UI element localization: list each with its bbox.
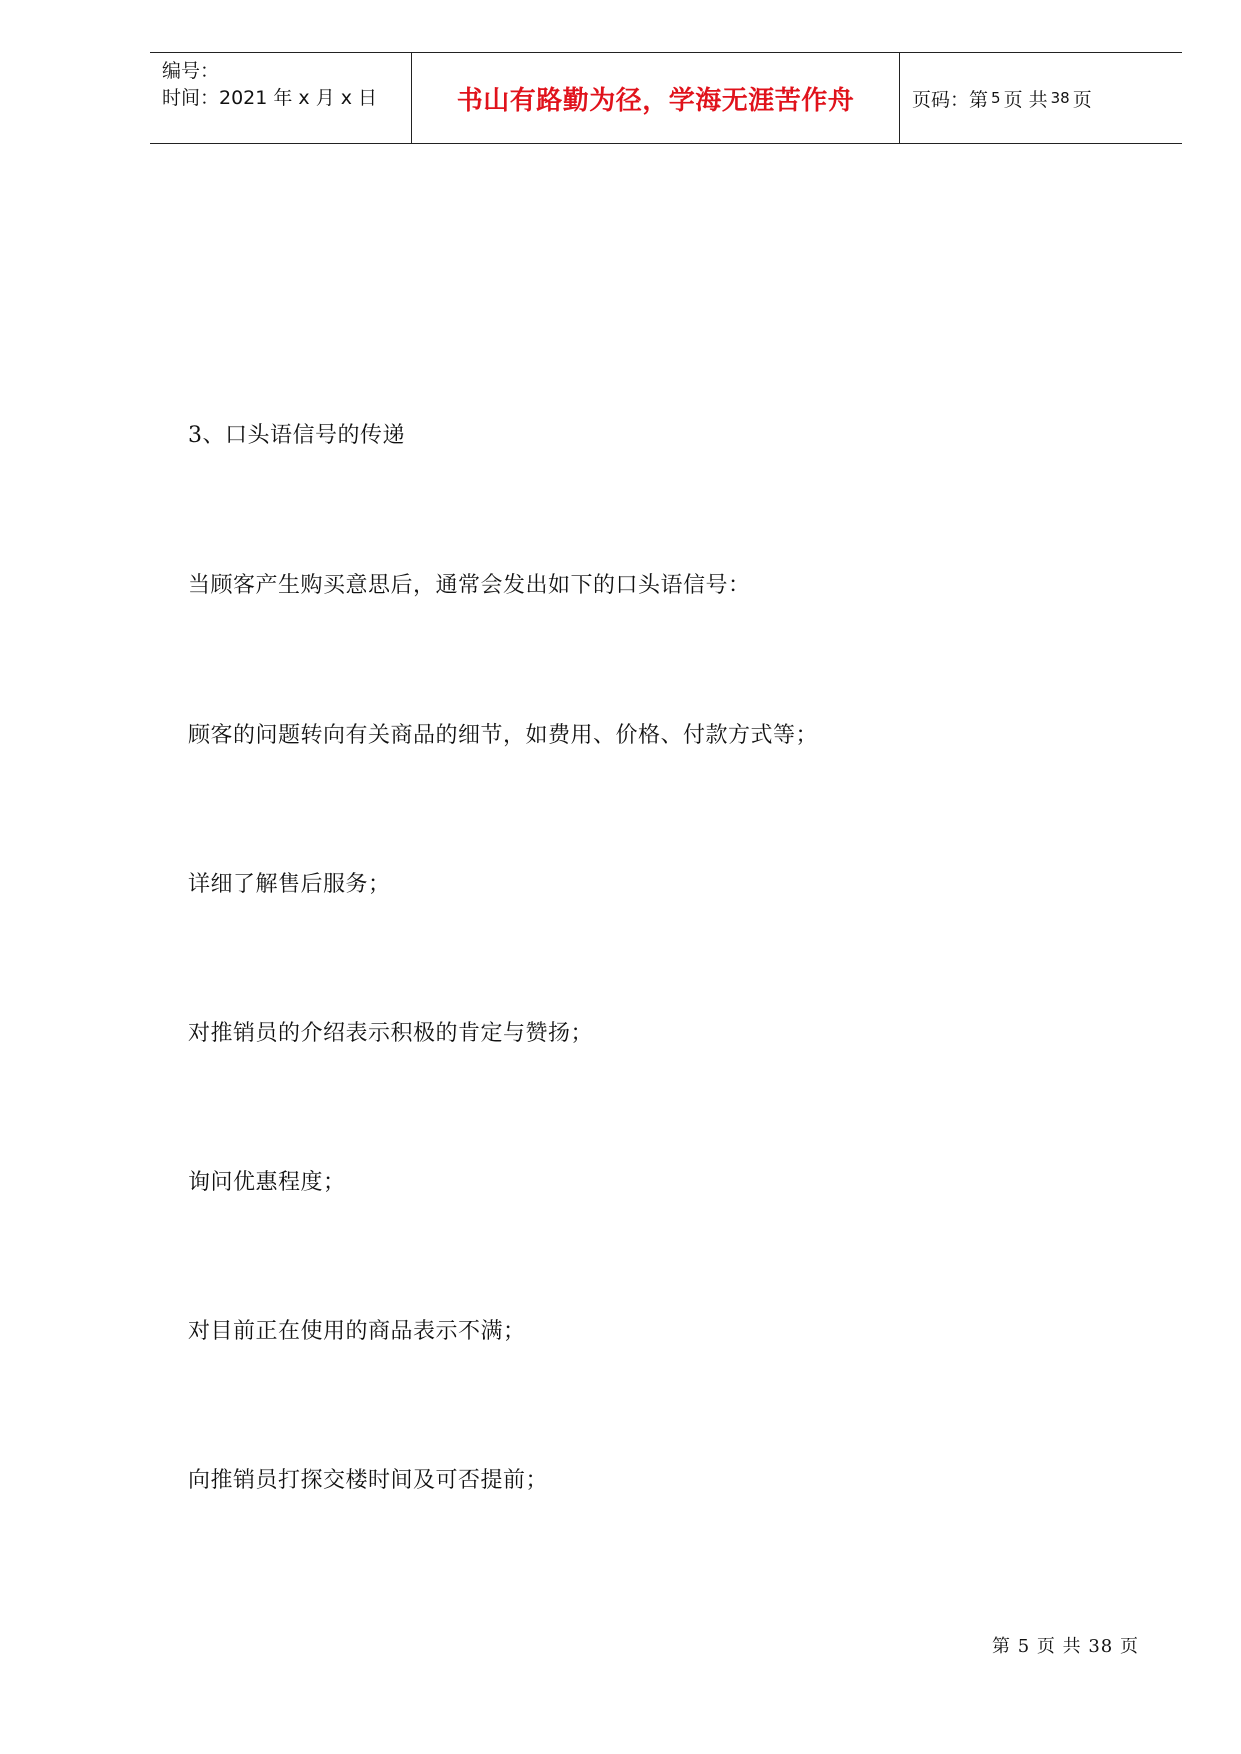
- paragraph-line: 顾客的问题转向有关商品的细节，如费用、价格、付款方式等；: [188, 723, 819, 748]
- page-code-suffix: 页: [1072, 88, 1092, 111]
- document-date-label: 时间：2021 年 x 月 x 日: [162, 87, 378, 109]
- page-header: [150, 52, 1182, 144]
- document-number-label: 编号：: [162, 60, 220, 82]
- header-page-code-cell: [900, 53, 1182, 143]
- paragraph-line: 对推销员的介绍表示积极的肯定与赞扬；: [188, 1021, 594, 1046]
- page-footer-number: 第 5 页 共 38 页: [992, 1636, 1139, 1657]
- paragraph-line: 当顾客产生购买意思后，通常会发出如下的口头语信号：: [188, 573, 751, 598]
- paragraph-line: 向推销员打探交楼时间及可否提前；: [188, 1468, 549, 1493]
- header-motto: 书山有路勤为径，学海无涯苦作舟: [456, 85, 855, 116]
- header-meta-cell: [150, 53, 412, 143]
- page-code-mid: 页 共: [1003, 88, 1048, 111]
- paragraph-line: 对目前正在使用的商品表示不满；: [188, 1319, 526, 1344]
- paragraph-line: 详细了解售后服务；: [188, 872, 391, 897]
- page-code-current: 5: [991, 89, 1001, 107]
- section-heading: 3、口头语信号的传递: [188, 423, 405, 448]
- paragraph-line: 询问优惠程度；: [188, 1170, 346, 1195]
- header-motto-cell: [412, 53, 900, 143]
- page-code-prefix: 页码：第: [912, 88, 989, 111]
- page-code-total: 38: [1050, 89, 1070, 107]
